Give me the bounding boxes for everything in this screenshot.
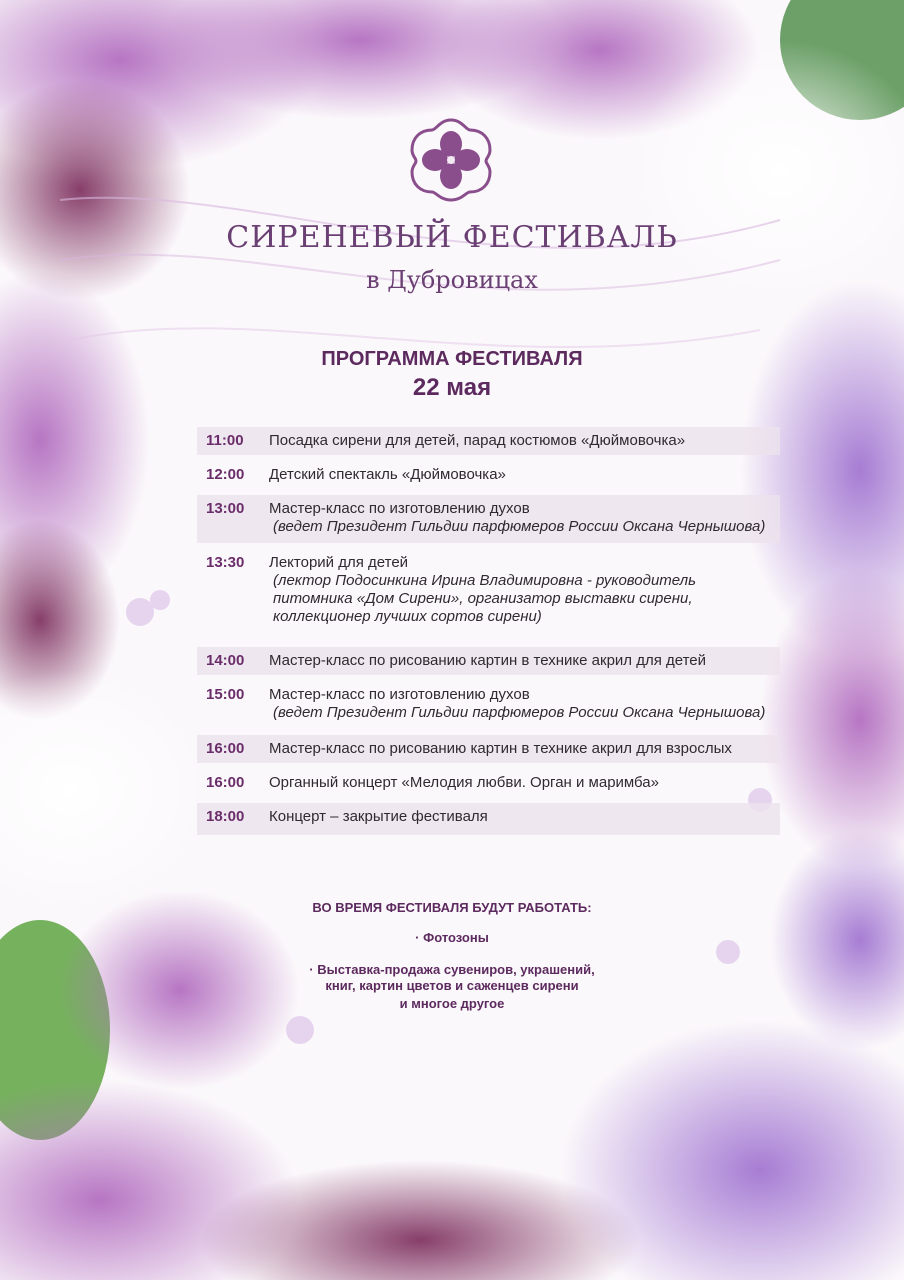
festival-title: СИРЕНЕВЫЙ ФЕСТИВАЛЬ — [226, 220, 678, 255]
schedule-title: Концерт – закрытие фестиваля — [269, 808, 488, 825]
schedule-time: 16:00 — [206, 740, 245, 757]
program-heading: ПРОГРАММА ФЕСТИВАЛЯ — [321, 348, 583, 370]
schedule-row — [197, 803, 780, 835]
schedule-time: 18:00 — [206, 808, 245, 825]
schedule-row — [197, 495, 780, 543]
schedule-title: Органный концерт «Мелодия любви. Орган и маримба» — [269, 774, 659, 791]
schedule-time: 13:00 — [206, 500, 245, 517]
schedule-title: Посадка сирени для детей, парад костюмов «Дюймовочка» — [269, 432, 686, 449]
schedule-row — [197, 681, 780, 729]
schedule-row — [197, 647, 780, 675]
schedule-time: 12:00 — [206, 466, 245, 483]
schedule-title: Мастер-класс по изготовлению духов — [269, 686, 530, 703]
schedule-row — [197, 461, 780, 489]
schedule-row — [197, 427, 780, 455]
schedule-row — [197, 735, 780, 763]
schedule-time: 11:00 — [206, 432, 244, 449]
schedule-time: 14:00 — [206, 652, 245, 669]
during-heading: ВО ВРЕМЯ ФЕСТИВАЛЯ БУДУТ РАБОТАТЬ: — [312, 900, 592, 915]
schedule-title: Мастер-класс по изготовлению духов — [269, 500, 530, 517]
festival-subtitle: в Дубровицах — [366, 266, 538, 294]
schedule-note: (лектор Подосинкина Ирина Владимировна - руководитель — [273, 572, 696, 589]
schedule-row — [197, 549, 780, 641]
schedule-time: 13:30 — [206, 554, 245, 571]
during-item: книг, картин цветов и саженцев сирени — [325, 978, 579, 993]
schedule-title: Мастер-класс по рисованию картин в технике акрил для детей — [269, 652, 707, 669]
during-item: и многое другое — [399, 996, 505, 1011]
program-date: 22 мая — [412, 374, 492, 401]
schedule-note: (ведет Президент Гильдии парфюмеров России Оксана Чернышова) — [273, 704, 766, 721]
schedule-note: (ведет Президент Гильдии парфюмеров России Оксана Чернышова) — [273, 518, 766, 535]
schedule-title: Детский спектакль «Дюймовочка» — [269, 466, 506, 483]
schedule-time: 16:00 — [206, 774, 245, 791]
schedule-title: Мастер-класс по рисованию картин в технике акрил для взрослых — [269, 740, 732, 757]
schedule-note: питомника «Дом Сирени», организатор выставки сирени, — [273, 590, 693, 607]
schedule-row — [197, 769, 780, 797]
during-item: · Выставка-продажа сувениров, украшений, — [309, 962, 595, 977]
schedule-title: Лекторий для детей — [269, 554, 409, 571]
during-item: · Фотозоны — [415, 930, 489, 945]
schedule-time: 15:00 — [206, 686, 245, 703]
schedule-note: коллекционер лучших сортов сирени) — [273, 608, 542, 625]
festival-logo-icon — [406, 116, 496, 202]
